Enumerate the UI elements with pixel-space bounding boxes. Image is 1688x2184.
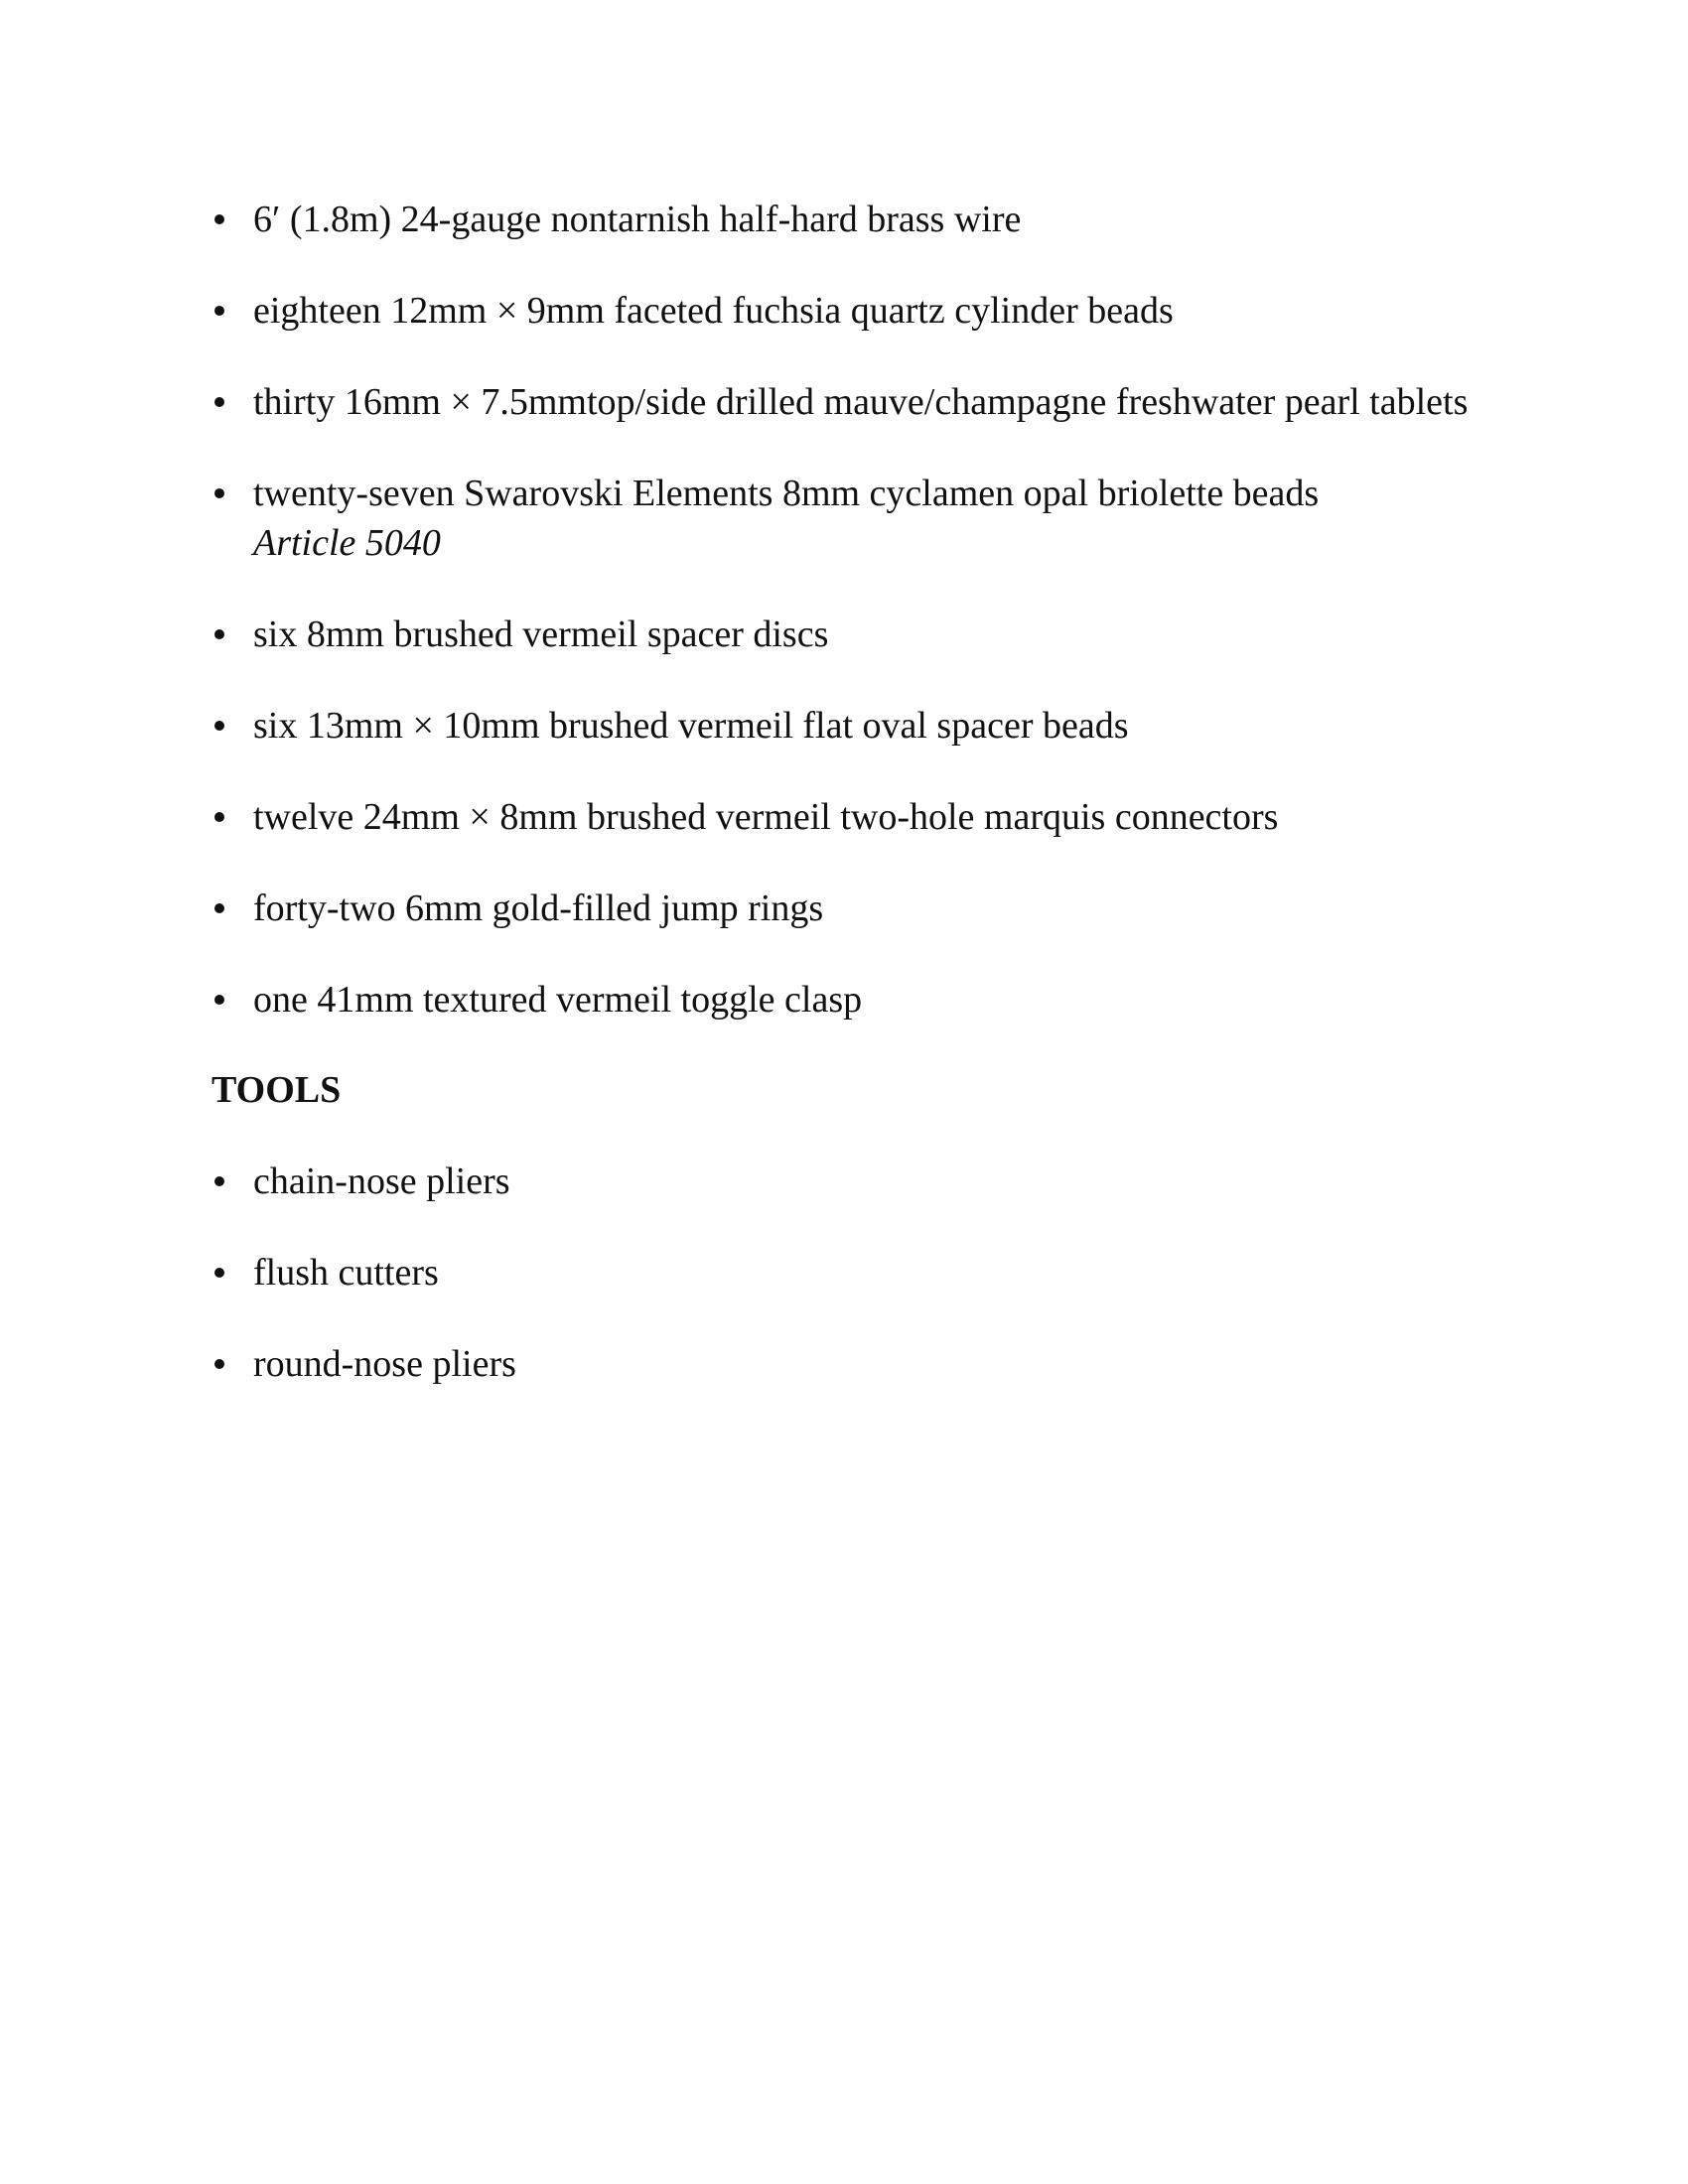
materials-item-note: Article 5040 [253, 522, 441, 564]
bullet-icon [214, 306, 224, 316]
tools-item-text: chain-nose pliers [253, 1160, 510, 1202]
bullet-icon [214, 1359, 224, 1369]
tools-list [211, 1157, 1502, 1389]
tools-list-item [211, 1339, 1502, 1389]
materials-list-item [211, 610, 1502, 659]
tools-heading: TOOLS [211, 1069, 342, 1111]
materials-list-item [211, 377, 1502, 427]
materials-list [211, 195, 1502, 1024]
materials-list-item [211, 286, 1502, 336]
bullet-icon [214, 1268, 224, 1278]
bullet-icon [214, 488, 224, 498]
materials-item-text: thirty 16mm × 7.5mmtop/side drilled mauve/champagne freshwater pearl tablets [253, 381, 1469, 423]
materials-list-item [211, 195, 1502, 244]
materials-list-item [211, 884, 1502, 933]
bullet-icon [214, 214, 224, 224]
bullet-icon [214, 1176, 224, 1186]
materials-list-item [211, 975, 1502, 1024]
materials-item-text: twenty-seven Swarovski Elements 8mm cyclamen opal briolette beads [253, 473, 1320, 514]
materials-item-text: one 41mm textured vermeil toggle clasp [253, 979, 863, 1021]
bullet-icon [214, 812, 224, 822]
bullet-icon [214, 721, 224, 731]
bullet-icon [214, 629, 224, 639]
materials-item-text: twelve 24mm × 8mm brushed vermeil two-hole marquis connectors [253, 796, 1279, 838]
materials-list-item [211, 701, 1502, 751]
materials-item-text: eighteen 12mm × 9mm faceted fuchsia quartz cylinder beads [253, 290, 1174, 332]
tools-list-item [211, 1248, 1502, 1297]
materials-list-item [211, 792, 1502, 842]
materials-item-text: 6′ (1.8m) 24-gauge nontarnish half-hard brass wire [253, 199, 1022, 240]
tools-list-item [211, 1157, 1502, 1206]
materials-item-text: six 8mm brushed vermeil spacer discs [253, 614, 829, 655]
materials-list-item [211, 469, 1502, 568]
materials-item-text: forty-two 6mm gold-filled jump rings [253, 887, 824, 929]
bullet-icon [214, 397, 224, 407]
bullet-icon [214, 903, 224, 913]
materials-item-text: six 13mm × 10mm brushed vermeil flat oval spacer beads [253, 705, 1129, 747]
tools-item-text: flush cutters [253, 1252, 439, 1294]
tools-item-text: round-nose pliers [253, 1343, 516, 1385]
bullet-icon [214, 995, 224, 1005]
page-content [211, 195, 1502, 1389]
